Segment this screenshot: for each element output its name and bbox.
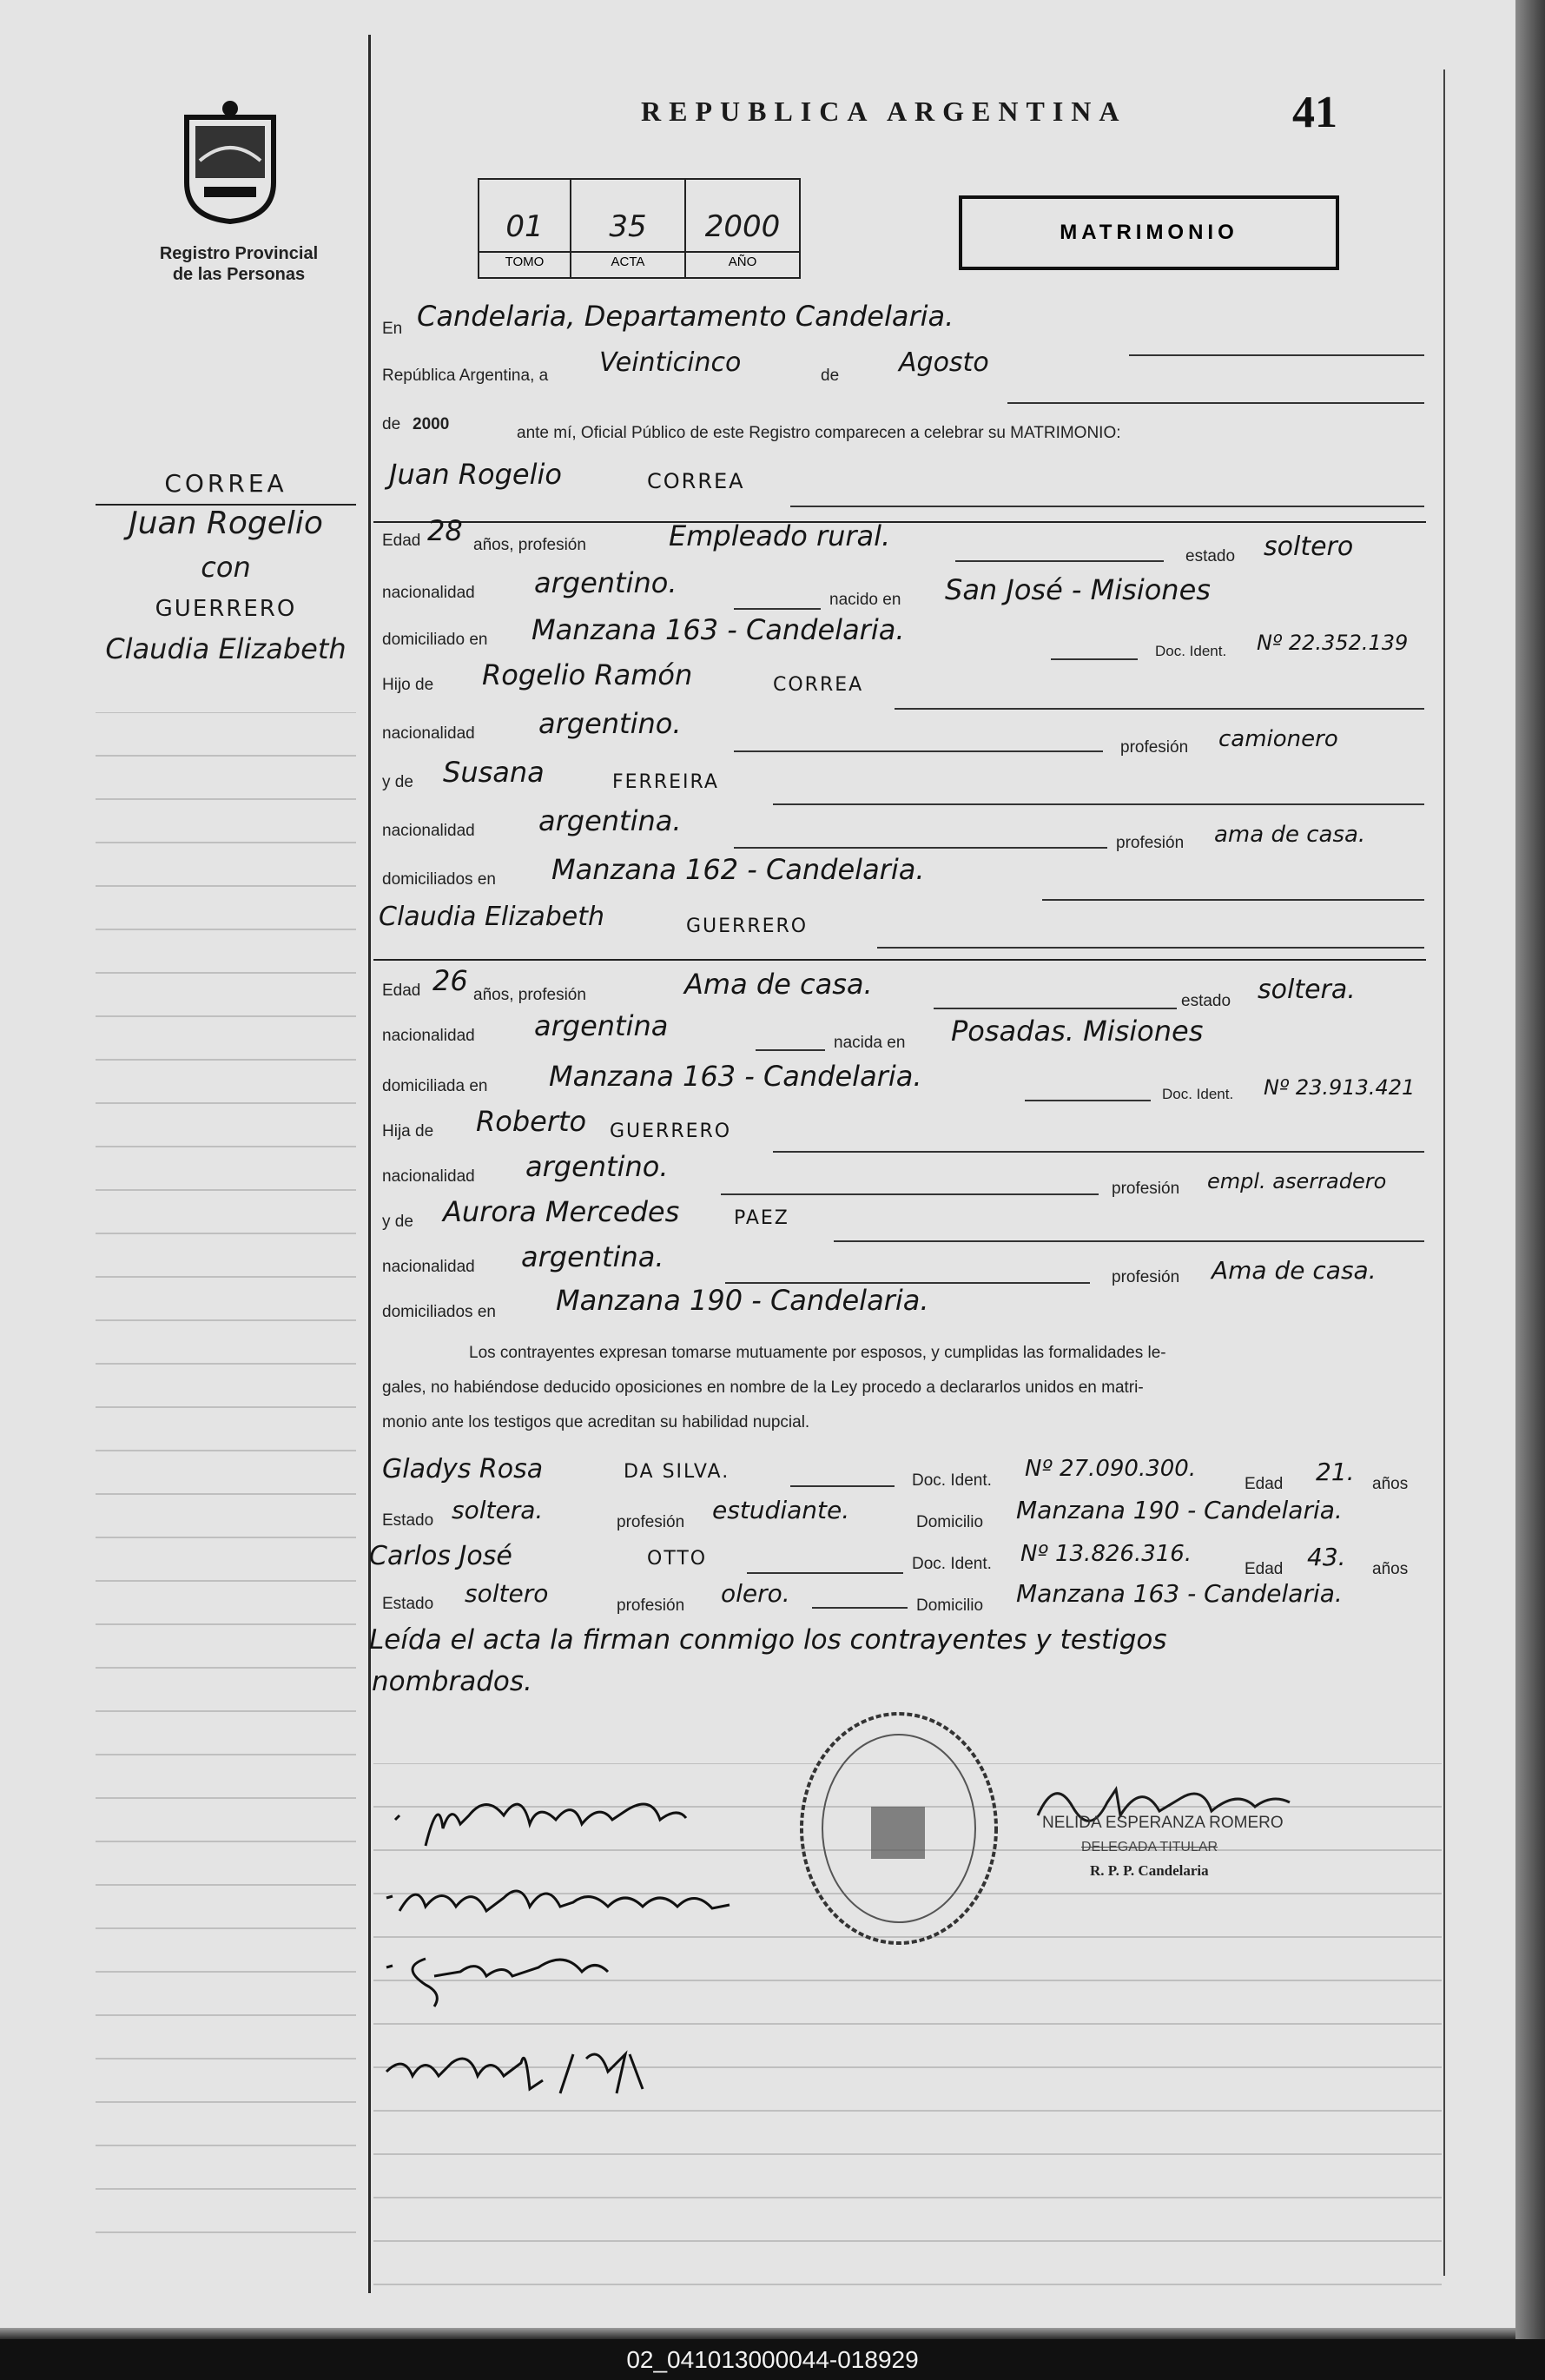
bride-hija-label: Hija de (382, 1122, 434, 1140)
groom-profesion-label: años, profesión (473, 536, 586, 554)
bride-doc-label: Doc. Ident. (1162, 1086, 1234, 1102)
witness1-name-line (790, 1485, 895, 1487)
bride-profession: Ama de casa. (684, 968, 873, 1001)
acta-value: 35 (609, 209, 647, 244)
witness1-dom-label: Domicilio (916, 1513, 984, 1531)
registry-line2: de las Personas (172, 265, 306, 284)
witness1-address: Manzana 190 - Candelaria. (1016, 1496, 1343, 1524)
bride-father-prof: empl. aserradero (1207, 1169, 1387, 1193)
witness2-estado: soltero (465, 1579, 549, 1608)
year-label: de (382, 415, 401, 433)
witness1-signature-icon (373, 1933, 634, 2011)
bride-father-nat-label: nacionalidad (382, 1167, 475, 1186)
groom-age: 28 (427, 514, 463, 547)
closing-line1: Leída el acta la firman conmigo los contrayentes y testigos (369, 1624, 1167, 1656)
acta-label: ACTA (571, 251, 684, 269)
provincial-seal-icon (178, 100, 282, 226)
groom-nat-line (734, 608, 821, 610)
bride-profession-line (934, 1008, 1177, 1009)
bride-mother-nat-label: nacionalidad (382, 1258, 475, 1276)
groom-parents-line (1042, 899, 1424, 901)
bride-age: 26 (432, 964, 468, 997)
act-type-label: MATRIMONIO (1060, 221, 1238, 244)
bride-profesion-label: años, profesión (473, 986, 586, 1004)
country-title: REPUBLICA ARGENTINA (641, 96, 1127, 127)
page-edge (1515, 0, 1545, 2380)
bride-name: Claudia Elizabeth (379, 902, 605, 932)
groom-father-nat-label: nacionalidad (382, 724, 475, 743)
groom-yde-label: y de (382, 773, 413, 791)
witness2-surname: OTTO (647, 1548, 708, 1570)
bride-parents-address: Manzana 190 - Candelaria. (556, 1284, 929, 1317)
bride-parents-dom-label: domiciliados en (382, 1303, 496, 1321)
declaration-line2: gales, no habiéndose deducido oposiciones en nombre de la Ley procedo a declararlos unidos en matri- (382, 1378, 1144, 1397)
bride-father-prof-label: profesión (1112, 1180, 1180, 1198)
witness1-prof-label: profesión (617, 1513, 685, 1531)
groom-estado: soltero (1264, 532, 1354, 562)
bride-estado: soltera. (1258, 975, 1356, 1005)
bride-mother-nat: argentina. (521, 1240, 664, 1273)
official-name: NELIDA ESPERANZA ROMERO (1042, 1814, 1284, 1832)
day-value: Veinticinco (599, 347, 742, 378)
record-number-box (478, 178, 801, 279)
groom-doc: Nº 22.352.139 (1257, 631, 1409, 655)
act-type-box (959, 195, 1339, 270)
groom-name: Juan Rogelio (389, 458, 562, 491)
margin-con: con (201, 551, 251, 584)
bride-yde-label: y de (382, 1213, 413, 1231)
witness1-name: Gladys Rosa (382, 1454, 544, 1484)
bride-name-line (877, 947, 1424, 949)
right-margin-rule (1443, 69, 1445, 2276)
groom-mother-prof: ama de casa. (1214, 822, 1366, 848)
groom-mother-nat-label: nacionalidad (382, 822, 475, 840)
bride-address: Manzana 163 - Candelaria. (549, 1060, 922, 1093)
declaration-text (382, 1336, 1429, 1440)
declaration-line1: Los contrayentes expresan tomarse mutuamente por esposos, y cumplidas las formalidades le- (469, 1344, 1166, 1362)
bride-surname: GUERRERO (686, 916, 809, 937)
margin-given1: Juan Rogelio (129, 506, 323, 541)
groom-birthplace: San José - Misiones (945, 573, 1211, 606)
witness1-estado: soltera. (452, 1496, 544, 1524)
margin-surname1: CORREA (96, 469, 356, 506)
official-seal-stamp-icon (795, 1707, 1003, 1950)
witness1-surname: DA SILVA. (624, 1461, 730, 1483)
bride-father-line (773, 1151, 1424, 1153)
witness2-dom-label: Domicilio (916, 1597, 984, 1615)
republica-label: República Argentina, a (382, 367, 549, 385)
groom-father-surname: CORREA (773, 674, 864, 696)
witness2-prof-label: profesión (617, 1597, 685, 1615)
witness1-age: 21. (1316, 1458, 1355, 1486)
page-number: 41 (1292, 88, 1337, 137)
anio-value: 2000 (704, 209, 781, 244)
witness2-address: Manzana 163 - Candelaria. (1016, 1579, 1343, 1608)
witness2-age: 43. (1307, 1543, 1346, 1571)
bride-edad-label: Edad (382, 982, 421, 1000)
witness1-profession: estudiante. (712, 1496, 850, 1524)
de-label: de (821, 367, 840, 385)
groom-nac-label: nacionalidad (382, 584, 475, 602)
intro-text: ante mí, Oficial Público de este Registro comparecen a celebrar su MATRIMONIO: (517, 424, 1121, 442)
bride-signature-icon (373, 1863, 738, 1933)
groom-father-prof-label: profesión (1120, 738, 1189, 757)
bride-mother-prof-label: profesión (1112, 1268, 1180, 1286)
bride-estado-label: estado (1181, 992, 1231, 1010)
margin-ruled-lines (96, 712, 356, 2276)
witness1-estado-label: Estado (382, 1511, 434, 1530)
witness2-estado-label: Estado (382, 1595, 434, 1613)
margin-surname2: GUERRERO (155, 596, 297, 622)
groom-nacido-label: nacido en (829, 591, 901, 609)
month-line (1007, 402, 1424, 404)
bride-mother-surname: PAEZ (734, 1207, 789, 1229)
bride-father-nat-line (721, 1193, 1099, 1195)
witness1-doc: Nº 27.090.300. (1025, 1456, 1197, 1482)
groom-mother-surname: FERREIRA (612, 771, 719, 793)
bride-birthplace: Posadas. Misiones (951, 1015, 1204, 1048)
bride-nac-label: nacionalidad (382, 1027, 475, 1045)
groom-hijo-label: Hijo de (382, 676, 434, 694)
declaration-line3: monio ante los testigos que acreditan su habilidad nupcial. (382, 1413, 810, 1431)
bride-nationality: argentina (534, 1009, 669, 1042)
official-office: R. P. P. Candelaria (1090, 1862, 1209, 1879)
groom-address: Manzana 163 - Candelaria. (532, 613, 905, 646)
tomo-label: TOMO (479, 251, 570, 269)
groom-edad-label: Edad (382, 532, 421, 550)
groom-name-line (790, 506, 1424, 507)
groom-father-nat-line (734, 750, 1103, 752)
bride-father-name: Roberto (476, 1105, 587, 1138)
groom-profession-line (955, 560, 1164, 562)
scan-filename-bar (0, 2339, 1545, 2380)
official-title: DELEGADA TITULAR (1081, 1840, 1218, 1854)
groom-mother-nat: argentina. (538, 804, 682, 837)
witness2-anos-label: años (1372, 1560, 1409, 1578)
anio-label: AÑO (686, 251, 799, 269)
registry-name (130, 243, 347, 285)
closing-line2: nombrados. (372, 1666, 532, 1697)
groom-father-line (895, 708, 1424, 710)
groom-dom-label: domiciliado en (382, 631, 488, 649)
groom-mother-nat-line (734, 847, 1107, 849)
bride-mother-name: Aurora Mercedes (443, 1195, 680, 1228)
month-value: Agosto (899, 347, 989, 378)
bride-father-nat: argentino. (525, 1150, 669, 1183)
groom-mother-line (773, 803, 1424, 805)
bride-nacida-label: nacida en (834, 1034, 906, 1052)
groom-separator (373, 521, 1426, 523)
witness1-anos-label: años (1372, 1475, 1409, 1493)
bride-mother-line (834, 1240, 1424, 1242)
year-value: 2000 (413, 415, 450, 433)
place-value: Candelaria, Departamento Candelaria. (417, 300, 954, 333)
margin-given2: Claudia Elizabeth (105, 632, 347, 665)
groom-doc-label: Doc. Ident. (1155, 643, 1227, 659)
anio-cell (686, 180, 799, 277)
witness1-edad-label: Edad (1245, 1475, 1284, 1493)
registry-line1: Registro Provincial (159, 244, 319, 263)
witness2-doc-label: Doc. Ident. (912, 1555, 992, 1573)
bride-father-surname: GUERRERO (610, 1121, 732, 1142)
groom-father-name: Rogelio Ramón (482, 658, 693, 691)
tomo-cell (479, 180, 571, 277)
bride-mother-prof: Ama de casa. (1212, 1256, 1377, 1285)
witness2-name-line (747, 1572, 903, 1574)
column-divider (368, 35, 371, 2293)
bride-separator (373, 959, 1426, 961)
margin-annotation (96, 469, 356, 665)
groom-address-line (1051, 658, 1138, 660)
witness2-edad-label: Edad (1245, 1560, 1284, 1578)
groom-signature-icon (373, 1776, 756, 1854)
groom-estado-label: estado (1185, 547, 1236, 565)
acta-cell (571, 180, 686, 277)
bride-address-line (1025, 1100, 1151, 1101)
bride-doc: Nº 23.913.421 (1264, 1075, 1416, 1100)
groom-father-nat: argentino. (538, 707, 682, 740)
groom-parents-address: Manzana 162 - Candelaria. (551, 853, 925, 886)
en-label: En (382, 320, 403, 338)
groom-nationality: argentino. (534, 566, 677, 599)
witness2-name: Carlos José (369, 1541, 512, 1571)
groom-parents-dom-label: domiciliados en (382, 870, 496, 889)
groom-mother-prof-label: profesión (1116, 834, 1185, 852)
groom-surname: CORREA (647, 469, 745, 493)
groom-father-prof: camionero (1218, 726, 1338, 752)
bride-nat-line (756, 1049, 825, 1051)
witness2-doc: Nº 13.826.316. (1020, 1541, 1192, 1567)
groom-profession: Empleado rural. (669, 519, 891, 552)
scan-filename: 02_041013000044-018929 (626, 2346, 919, 2373)
witness2-prof-line (812, 1607, 908, 1609)
witness2-signature-icon (373, 2028, 669, 2106)
place-line (1129, 354, 1424, 356)
tomo-value: 01 (505, 209, 544, 244)
groom-mother-name: Susana (443, 756, 545, 789)
page-bottom-edge (0, 2328, 1515, 2339)
witness2-profession: olero. (721, 1579, 790, 1608)
witness1-doc-label: Doc. Ident. (912, 1471, 992, 1490)
bride-dom-label: domiciliada en (382, 1077, 488, 1095)
